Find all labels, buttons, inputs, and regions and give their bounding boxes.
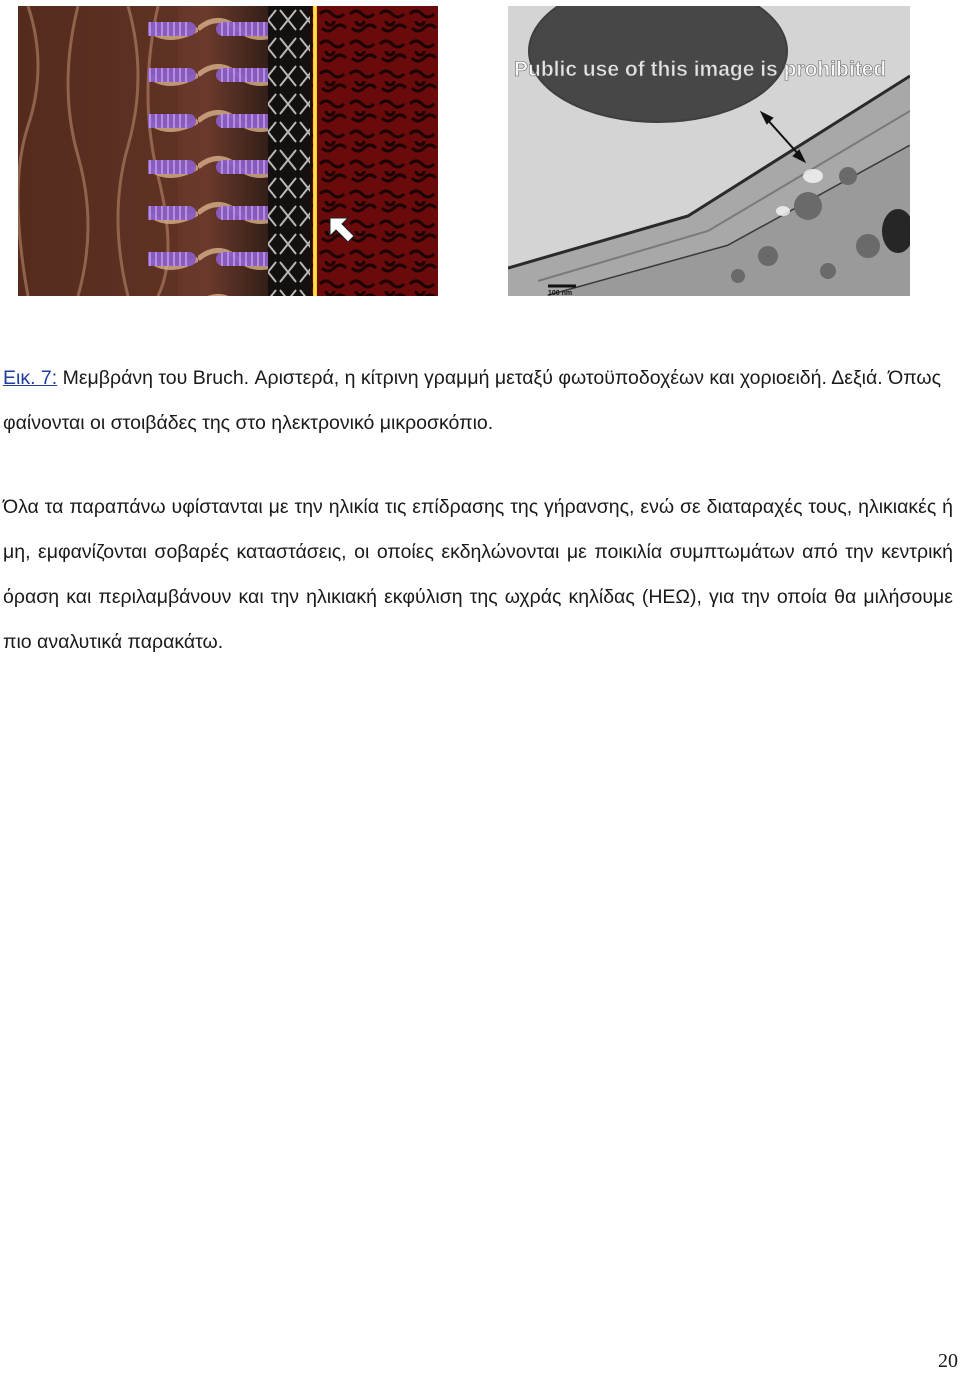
page-number: 20 [938,1350,958,1372]
figure-electron-micrograph [508,6,910,296]
body-paragraph: Όλα τα παραπάνω υφίστανται με την ηλικία τις επίδρασης της γήρανσης, ενώ σε διαταραχές τους, ηλικιακές ή μη, εμφανίζονται σοβαρές καταστάσεις, οι οποίες εκδηλώνονται με ποικιλία συμπτωμάτων από την κεντρική όραση και περιλαμβάνουν και την ηλικιακή εκφύλιση της ωχράς κηλίδας (ΗΕΩ), για την οποία θα μιλήσουμε πιο αναλυτικά παρακάτω. [3,496,953,653]
figure-retina-illustration [18,6,438,296]
scale-bar-label: 100 nm [548,290,573,296]
figure-caption [3,356,943,446]
watermark-text: Public use of this image is prohibited [514,58,887,81]
figure-caption-text: Μεμβράνη του Bruch. Αριστερά, η κίτρινη γραμμή μεταξύ φωτοϋποδοχέων και χοριοειδή. Δεξιά. Όπως φαίνονται οι στοιβάδες της στο ηλεκτρονικό μικροσκόπιο. [3,367,942,434]
figure-caption-label: Εικ. 7: [3,367,58,389]
